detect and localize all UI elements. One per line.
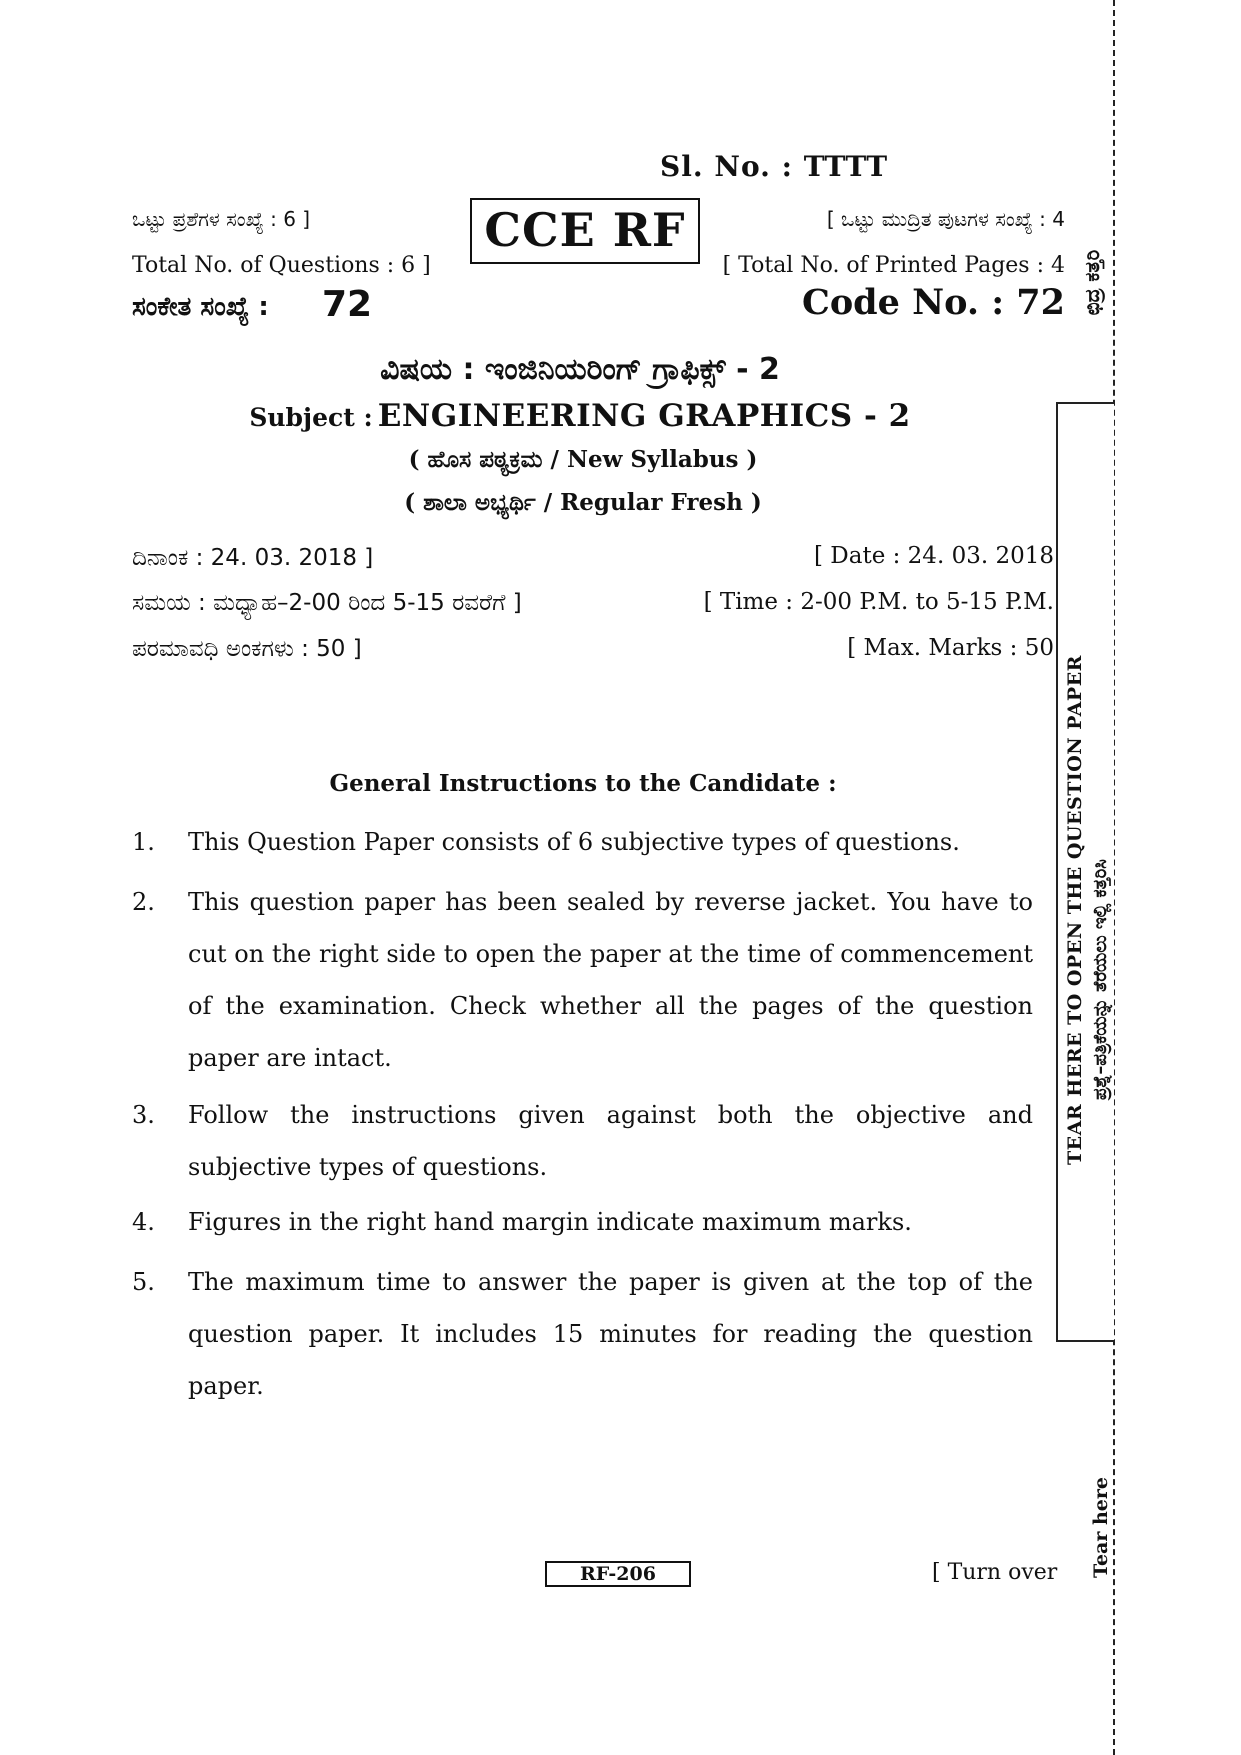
turn-over-note: [ Turn over (932, 1560, 1058, 1585)
instruction-number: 2. (132, 888, 155, 916)
printed-pages: [ Total No. of Printed Pages : 4 (722, 253, 1065, 278)
candidate-type-line: ( ಶಾಲಾ ಅಭ್ಯರ್ಥಿ / Regular Fresh ) (404, 489, 762, 516)
serial-number: Sl. No. : TTTT (660, 150, 889, 183)
candidate-type-english: Regular Fresh (560, 489, 743, 516)
code-value-kannada: 72 (322, 284, 373, 325)
total-questions-kannada: ಒಟ್ಟು ಪ್ರಶೆಗಳ ಸಂಖ್ಯೆ : 6 ] (132, 207, 311, 231)
page-code-box: RF-206 (545, 1561, 691, 1587)
exam-time: [ Time : 2-00 P.M. to 5-15 P.M. (703, 589, 1054, 615)
code-number: Code No. : 72 (801, 282, 1065, 323)
instructions-heading: General Instructions to the Candidate : (329, 770, 837, 797)
instruction-number: 1. (132, 828, 155, 856)
instruction-text: This Question Paper consists of 6 subjective types of questions. (188, 828, 960, 856)
time-kannada: ಸಮಯ : ಮಧ್ಯಾಹ–2-00 ರಿಂದ 5-15 ರವರೆಗೆ ] (132, 590, 522, 616)
instruction-text: Follow the instructions given against both the objective and subjective types of questions. (188, 1101, 1033, 1181)
candidate-type-kannada: ಶಾಲಾ ಅಭ್ಯರ್ಥಿ (423, 490, 536, 516)
syllabus-kannada: ಹೊಸ ಪಠ್ಯಕ್ರಮ (427, 447, 543, 473)
instruction-text: This question paper has been sealed by reverse jacket. You have to cut on the right side to open the paper at the time of commencement of the examination. Check whether all the pages of the question paper are intact. (188, 888, 1033, 1072)
subject-label: Subject : (249, 403, 373, 432)
instruction-text: The maximum time to answer the paper is given at the top of the question paper. It includes 15 minutes for reading the question paper. (188, 1268, 1033, 1400)
printed-pages-kannada: [ ಒಟ್ಟು ಮುದ್ರಿತ ಪುಟಗಳ ಸಂಖ್ಯೆ : 4 (826, 207, 1065, 231)
code-label-kannada: ಸಂಕೇತ ಸಂಖ್ಯೆ : (132, 292, 269, 322)
syllabus-line: ( ಹೊಸ ಪಠ್ಯಕ್ರಮ / New Syllabus ) (408, 446, 758, 473)
cut-here-kannada: ಛಿದ್ರ ಕತ್ತರಿ (1080, 249, 1104, 315)
subject-line (0, 398, 1160, 434)
instruction-number: 3. (132, 1101, 155, 1129)
total-questions: Total No. of Questions : 6 ] (132, 253, 431, 278)
syllabus-english: New Syllabus (566, 446, 739, 473)
max-marks: [ Max. Marks : 50 (847, 635, 1054, 661)
instruction-text: Figures in the right hand margin indicate maximum marks. (188, 1208, 912, 1236)
cce-rf-badge: CCE RF (470, 198, 700, 264)
tear-here-instruction-kannada: ಪ್ರಶ್ನೆ–ಪತ್ರಿಕೆಯನ್ನು ತೆರೆಯಲು ಇಲ್ಲಿ ಕತ್ತರಿಸಿ (1090, 859, 1111, 1100)
subject-title-kannada: ವಿಷಯ : ಇಂಜಿನಿಯರಿಂಗ್ ಗ್ರಾಫಿಕ್ಸ್ - 2 (380, 352, 780, 387)
instruction-number: 5. (132, 1268, 155, 1296)
max-marks-kannada: ಪರಮಾವಧಿ ಅಂಕಗಳು : 50 ] (132, 636, 362, 662)
subject-value: ENGINEERING GRAPHICS - 2 (377, 398, 911, 434)
tear-here-label: Tear here (1090, 1477, 1112, 1578)
date-kannada: ದಿನಾಂಕ : 24. 03. 2018 ] (132, 545, 374, 571)
instruction-number: 4. (132, 1208, 155, 1236)
exam-date: [ Date : 24. 03. 2018 (814, 543, 1054, 569)
tear-here-instruction: TEAR HERE TO OPEN THE QUESTION PAPER (1064, 655, 1086, 1165)
